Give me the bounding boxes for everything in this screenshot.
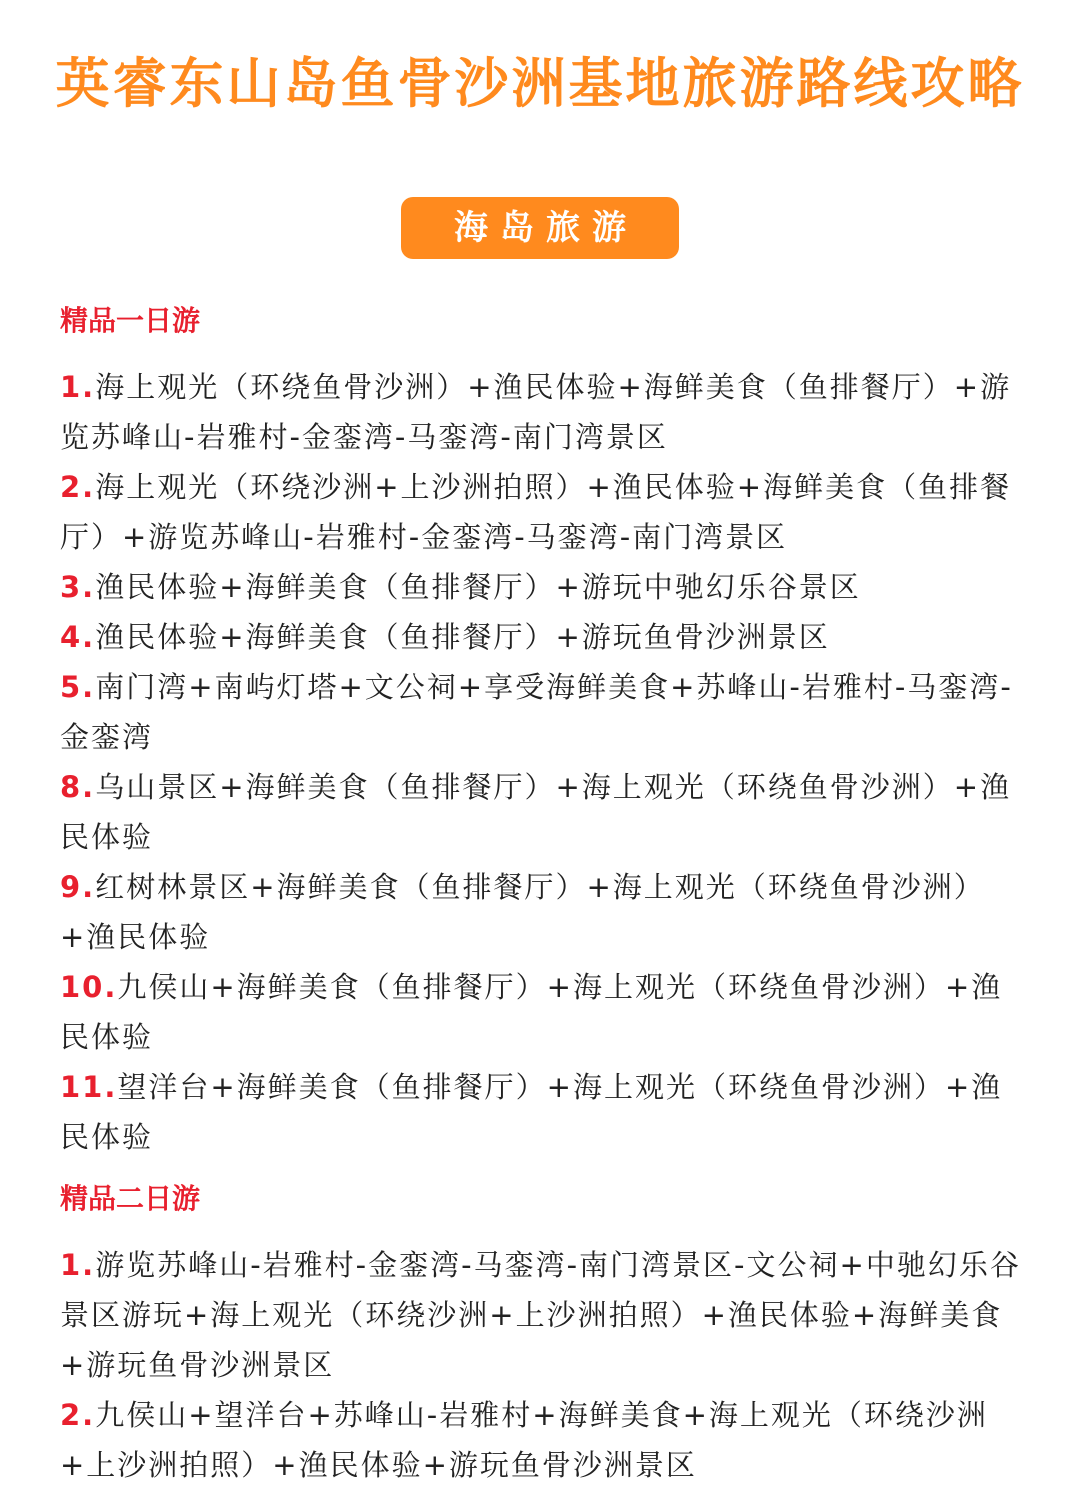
group-one-day (60, 298, 1030, 1162)
item-number: 2. (60, 470, 96, 504)
item-number: 4. (60, 620, 96, 654)
item-text: 海上观光（环绕沙洲+上沙洲拍照）+渔民体验+海鲜美食（鱼排餐厅）+游览苏峰山-岩雅村-金銮湾-马銮湾-南门湾景区 (60, 470, 1012, 554)
item-text: 九侯山+望洋台+苏峰山-岩雅村+海鲜美食+海上观光（环绕沙洲+上沙洲拍照）+渔民体验+游玩鱼骨沙洲景区 (60, 1398, 988, 1482)
item-text: 望洋台+海鲜美食（鱼排餐厅）+海上观光（环绕鱼骨沙洲）+渔民体验 (60, 1070, 1003, 1154)
list-item (60, 562, 1030, 612)
list-item (60, 1062, 1030, 1162)
item-number: 5. (60, 670, 96, 704)
page-title: 英睿东山岛鱼骨沙洲基地旅游路线攻略 (55, 52, 1025, 115)
item-number: 8. (60, 770, 96, 804)
item-text: 九侯山+海鲜美食（鱼排餐厅）+海上观光（环绕鱼骨沙洲）+渔民体验 (60, 970, 1003, 1054)
item-number: 11. (60, 1070, 118, 1104)
item-text: 红树林景区+海鲜美食（鱼排餐厅）+海上观光（环绕鱼骨沙洲）+渔民体验 (60, 870, 985, 954)
item-number: 9. (60, 870, 96, 904)
group-title-one-day: 精品一日游 (60, 304, 201, 337)
list-item (60, 762, 1030, 862)
route-content (60, 298, 1030, 1490)
item-text: 渔民体验+海鲜美食（鱼排餐厅）+游玩鱼骨沙洲景区 (95, 620, 830, 654)
group-two-day (60, 1176, 1030, 1490)
item-text: 海上观光（环绕鱼骨沙洲）+渔民体验+海鲜美食（鱼排餐厅）+游览苏峰山-岩雅村-金銮湾-马銮湾-南门湾景区 (60, 370, 1012, 454)
list-item (60, 1240, 1030, 1390)
list-item (60, 612, 1030, 662)
item-text: 乌山景区+海鲜美食（鱼排餐厅）+海上观光（环绕鱼骨沙洲）+渔民体验 (60, 770, 1012, 854)
list-item (60, 462, 1030, 562)
item-number: 1. (60, 370, 96, 404)
section-badge-island-travel: 海岛旅游 (401, 197, 679, 259)
list-item (60, 362, 1030, 462)
item-number: 2. (60, 1398, 96, 1432)
group-title-two-day: 精品二日游 (60, 1182, 201, 1215)
list-item (60, 862, 1030, 962)
list-item (60, 1390, 1030, 1490)
list-item (60, 662, 1030, 762)
item-number: 3. (60, 570, 96, 604)
item-number: 10. (60, 970, 118, 1004)
item-number: 1. (60, 1248, 96, 1282)
item-text: 南门湾+南屿灯塔+文公祠+享受海鲜美食+苏峰山-岩雅村-马銮湾-金銮湾 (60, 670, 1013, 754)
item-text: 游览苏峰山-岩雅村-金銮湾-马銮湾-南门湾景区-文公祠+中驰幻乐谷景区游玩+海上观光（环绕沙洲+上沙洲拍照）+渔民体验+海鲜美食+游玩鱼骨沙洲景区 (60, 1248, 1021, 1382)
list-item (60, 962, 1030, 1062)
item-text: 渔民体验+海鲜美食（鱼排餐厅）+游玩中驰幻乐谷景区 (95, 570, 861, 604)
